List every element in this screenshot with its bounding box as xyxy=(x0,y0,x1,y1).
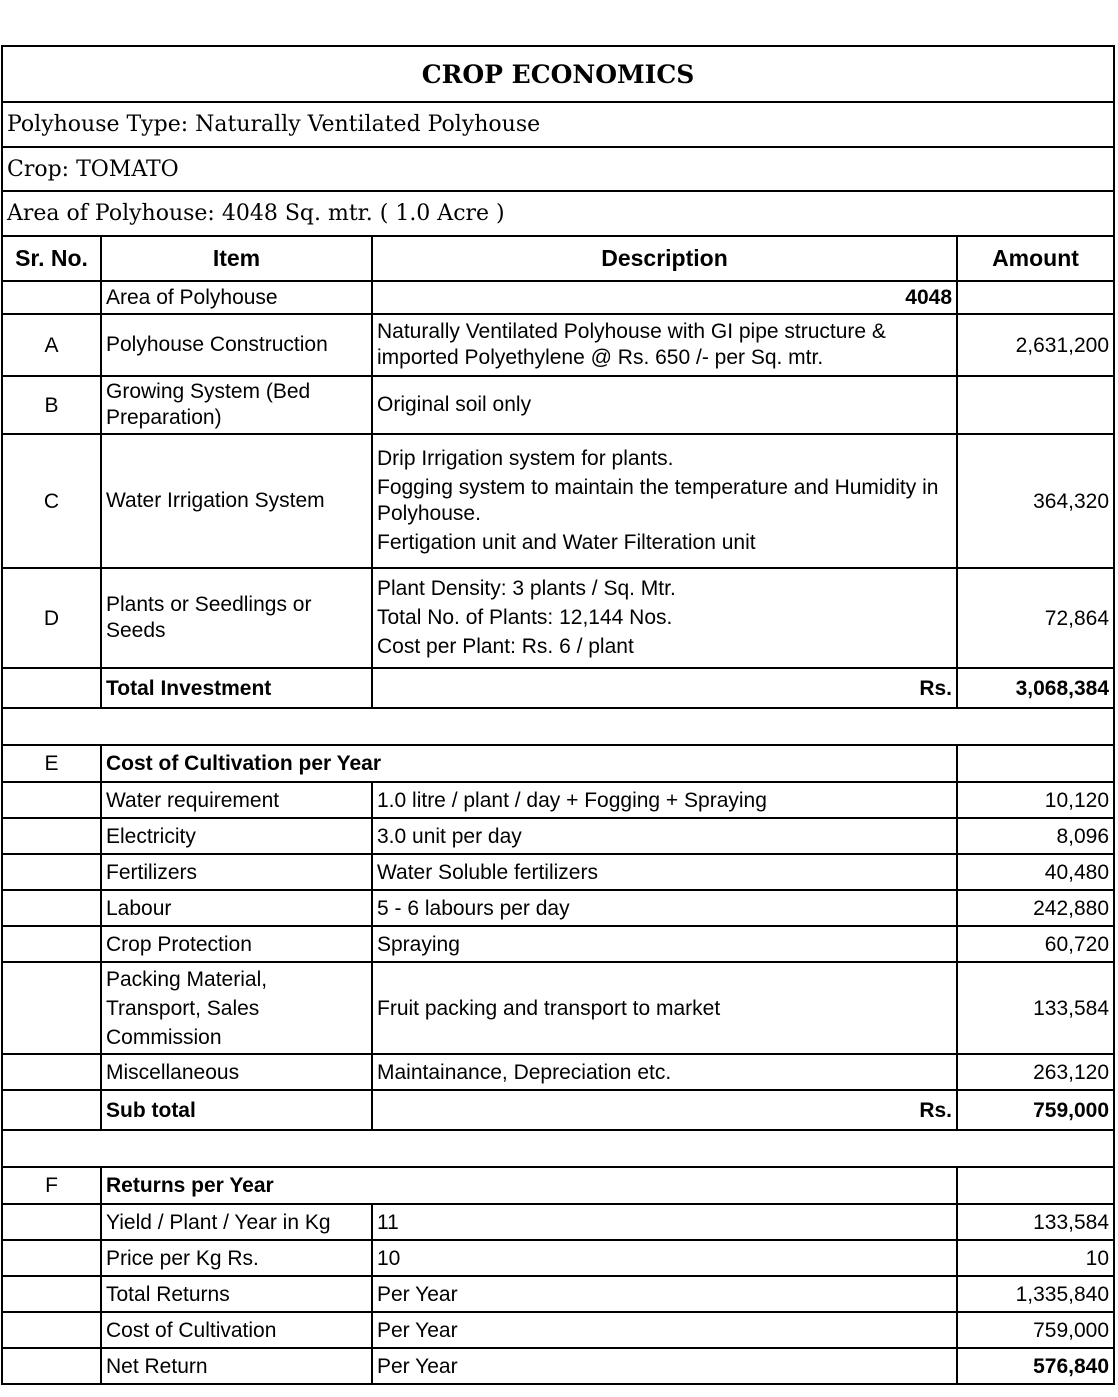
investment-description xyxy=(372,568,957,668)
cultivation-amount: 10,120 xyxy=(957,782,1114,818)
returns-description: Per Year xyxy=(372,1276,957,1312)
description-line: Fogging system to maintain the temperature and Humidity in Polyhouse. xyxy=(377,476,939,525)
cultivation-description: Spraying xyxy=(372,926,957,962)
description-line: Fertigation unit and Water Filteration unit xyxy=(377,531,756,554)
investment-amount: 72,864 xyxy=(957,568,1114,668)
cultivation-description: 5 - 6 labours per day xyxy=(372,890,957,926)
cultivation-sr-empty xyxy=(2,818,101,854)
cultivation-amount: 60,720 xyxy=(957,926,1114,962)
returns-sr: F xyxy=(2,1167,101,1204)
cultivation-sr-empty xyxy=(2,782,101,818)
investment-description xyxy=(372,314,957,376)
investment-item: Plants or Seedlings or Seeds xyxy=(101,568,372,668)
returns-description: Per Year xyxy=(372,1348,957,1384)
subtotal-label: Sub total xyxy=(101,1090,372,1130)
sheet-title: CROP ECONOMICS xyxy=(2,46,1114,102)
header-sr: Sr. No. xyxy=(2,236,101,281)
cultivation-description: Water Soluble fertilizers xyxy=(372,854,957,890)
total-investment-amount: 3,068,384 xyxy=(957,668,1114,708)
investment-item: Polyhouse Construction xyxy=(101,314,372,376)
returns-amount: 133,584 xyxy=(957,1204,1114,1240)
cultivation-sr-empty xyxy=(2,890,101,926)
returns-amount: 10 xyxy=(957,1240,1114,1276)
cultivation-section xyxy=(2,782,1114,1090)
cultivation-row xyxy=(2,818,1114,854)
returns-description: Per Year xyxy=(372,1312,957,1348)
returns-item: Net Return xyxy=(101,1348,372,1384)
cultivation-heading-row xyxy=(2,745,1114,782)
returns-heading-row xyxy=(2,1167,1114,1204)
total-investment-row xyxy=(2,668,1114,708)
investment-amount xyxy=(957,376,1114,434)
cultivation-row xyxy=(2,926,1114,962)
cultivation-item: Labour xyxy=(101,890,372,926)
cultivation-item: Packing Material, Transport, Sales Commission xyxy=(101,962,372,1054)
investment-section xyxy=(2,314,1114,668)
cultivation-description: Maintainance, Depreciation etc. xyxy=(372,1054,957,1090)
spacer-row xyxy=(2,1130,1114,1167)
returns-item: Price per Kg Rs. xyxy=(101,1240,372,1276)
cultivation-item: Electricity xyxy=(101,818,372,854)
returns-amount: 576,840 xyxy=(957,1348,1114,1384)
returns-row xyxy=(2,1240,1114,1276)
description-line: Total No. of Plants: 12,144 Nos. xyxy=(377,606,673,629)
returns-amount: 759,000 xyxy=(957,1312,1114,1348)
returns-row xyxy=(2,1276,1114,1312)
cultivation-sr-empty xyxy=(2,926,101,962)
header-amount: Amount xyxy=(957,236,1114,281)
returns-row xyxy=(2,1204,1114,1240)
description-line: Cost per Plant: Rs. 6 / plant xyxy=(377,635,634,658)
investment-row xyxy=(2,434,1114,568)
area-row xyxy=(2,281,1114,314)
cultivation-amount: 242,880 xyxy=(957,890,1114,926)
investment-row xyxy=(2,376,1114,434)
cultivation-item: Miscellaneous xyxy=(101,1054,372,1090)
polyhouse-type: Polyhouse Type: Naturally Ventilated Polyhouse xyxy=(2,102,1114,147)
returns-row xyxy=(2,1312,1114,1348)
investment-amount: 364,320 xyxy=(957,434,1114,568)
total-investment-currency: Rs. xyxy=(372,668,957,708)
cultivation-sr-empty xyxy=(2,854,101,890)
investment-row xyxy=(2,314,1114,376)
cultivation-amount: 8,096 xyxy=(957,818,1114,854)
cultivation-item: Water requirement xyxy=(101,782,372,818)
returns-sr-empty xyxy=(2,1240,101,1276)
cultivation-row xyxy=(2,782,1114,818)
cultivation-row xyxy=(2,854,1114,890)
description-line: Plant Density: 3 plants / Sq. Mtr. xyxy=(377,577,676,600)
returns-item: Yield / Plant / Year in Kg xyxy=(101,1204,372,1240)
header-item: Item xyxy=(101,236,372,281)
cultivation-description: 1.0 litre / plant / day + Fogging + Spraying xyxy=(372,782,957,818)
spacer-row xyxy=(2,708,1114,745)
crop-label: Crop: TOMATO xyxy=(2,147,1114,191)
investment-sr: D xyxy=(2,568,101,668)
cultivation-row xyxy=(2,890,1114,926)
cultivation-description: Fruit packing and transport to market xyxy=(372,962,957,1054)
area-row-item: Area of Polyhouse xyxy=(101,281,372,314)
returns-row xyxy=(2,1348,1114,1384)
investment-sr: B xyxy=(2,376,101,434)
crop-economics-table xyxy=(1,45,1115,1385)
description-line: Naturally Ventilated Polyhouse with GI pipe structure & imported Polyethylene @ Rs. 650 /- per Sq. mtr. xyxy=(377,320,886,369)
cultivation-item: Fertilizers xyxy=(101,854,372,890)
returns-item: Cost of Cultivation xyxy=(101,1312,372,1348)
returns-amount: 1,335,840 xyxy=(957,1276,1114,1312)
description-line: Original soil only xyxy=(377,393,532,416)
cultivation-row xyxy=(2,962,1114,1054)
area-row-value: 4048 xyxy=(372,281,957,314)
returns-item: Total Returns xyxy=(101,1276,372,1312)
cultivation-amount: 40,480 xyxy=(957,854,1114,890)
subtotal-row xyxy=(2,1090,1114,1130)
returns-sr-empty xyxy=(2,1204,101,1240)
investment-sr: C xyxy=(2,434,101,568)
returns-sr-empty xyxy=(2,1348,101,1384)
returns-sr-empty xyxy=(2,1312,101,1348)
subtotal-currency: Rs. xyxy=(372,1090,957,1130)
cultivation-sr-empty xyxy=(2,1054,101,1090)
investment-row xyxy=(2,568,1114,668)
description-line: Drip Irrigation system for plants. xyxy=(377,447,674,470)
crop-economics-sheet xyxy=(1,45,1113,1392)
cultivation-sr-empty xyxy=(2,962,101,1054)
subtotal-amount: 759,000 xyxy=(957,1090,1114,1130)
cultivation-amount: 263,120 xyxy=(957,1054,1114,1090)
cultivation-sr: E xyxy=(2,745,101,782)
returns-sr-empty xyxy=(2,1276,101,1312)
cultivation-row xyxy=(2,1054,1114,1090)
returns-section xyxy=(2,1204,1114,1384)
header-description: Description xyxy=(372,236,957,281)
returns-description: 10 xyxy=(372,1240,957,1276)
investment-amount: 2,631,200 xyxy=(957,314,1114,376)
cultivation-description: 3.0 unit per day xyxy=(372,818,957,854)
header-row xyxy=(2,236,1114,281)
investment-item: Growing System (Bed Preparation) xyxy=(101,376,372,434)
total-investment-label: Total Investment xyxy=(101,668,372,708)
area-label: Area of Polyhouse: 4048 Sq. mtr. ( 1.0 Acre ) xyxy=(2,191,1114,236)
investment-description xyxy=(372,376,957,434)
investment-sr: A xyxy=(2,314,101,376)
returns-heading: Returns per Year xyxy=(101,1167,957,1204)
cultivation-item: Crop Protection xyxy=(101,926,372,962)
investment-item: Water Irrigation System xyxy=(101,434,372,568)
cultivation-heading: Cost of Cultivation per Year xyxy=(101,745,957,782)
cultivation-amount: 133,584 xyxy=(957,962,1114,1054)
investment-description xyxy=(372,434,957,568)
returns-description: 11 xyxy=(372,1204,957,1240)
